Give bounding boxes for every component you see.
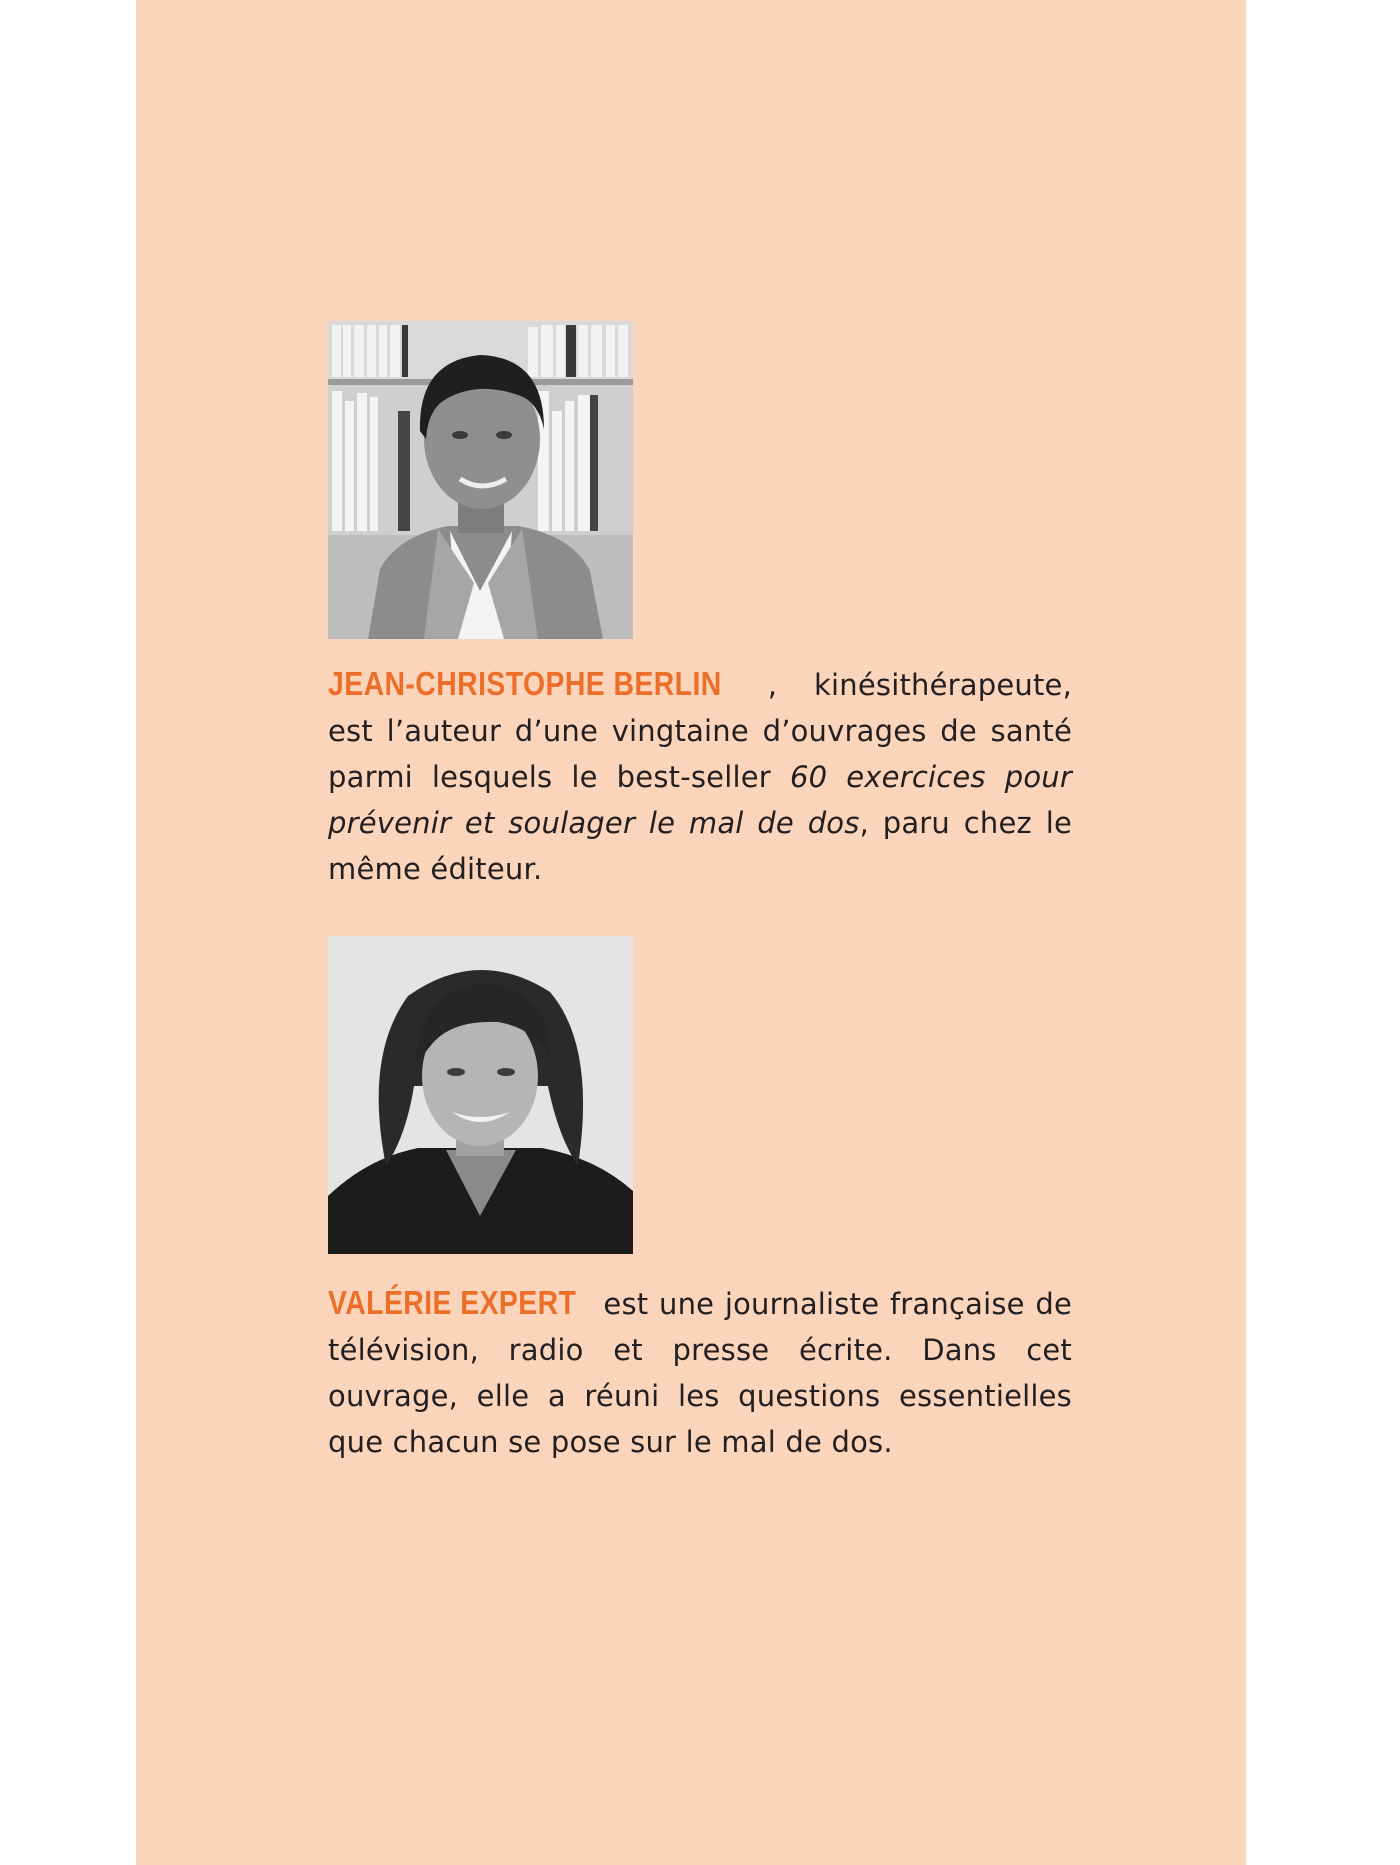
book-title: 60 exercices pour prévenir et soulager le mal de dos [328, 760, 1073, 840]
author-bio-expert [328, 1280, 1072, 1465]
author-name-expert: VALÉRIE EXPERT [328, 1284, 577, 1321]
author-photo-berlin [328, 321, 633, 639]
author-name-berlin: JEAN-CHRISTOPHE BERLIN [328, 665, 722, 702]
author-photo-expert [328, 936, 633, 1254]
author-bio-berlin [328, 661, 1072, 892]
back-cover-page [136, 0, 1246, 1865]
bio-text: est une journaliste française de télévision, radio et presse écrite. Dans cet ouvrage, elle a réuni les questions essentielles que chacun se pose sur le mal de dos. [328, 1287, 1072, 1459]
author-block-expert [328, 936, 1072, 1465]
author-block-berlin [328, 321, 1072, 892]
bio-text-part1: , kinésithérapeute, est l’auteur d’une vingtaine d’ouvrages de santé parmi lesquels le best-seller [328, 668, 1072, 794]
bio-text-part2: , paru chez le même éditeur. [328, 806, 1072, 886]
